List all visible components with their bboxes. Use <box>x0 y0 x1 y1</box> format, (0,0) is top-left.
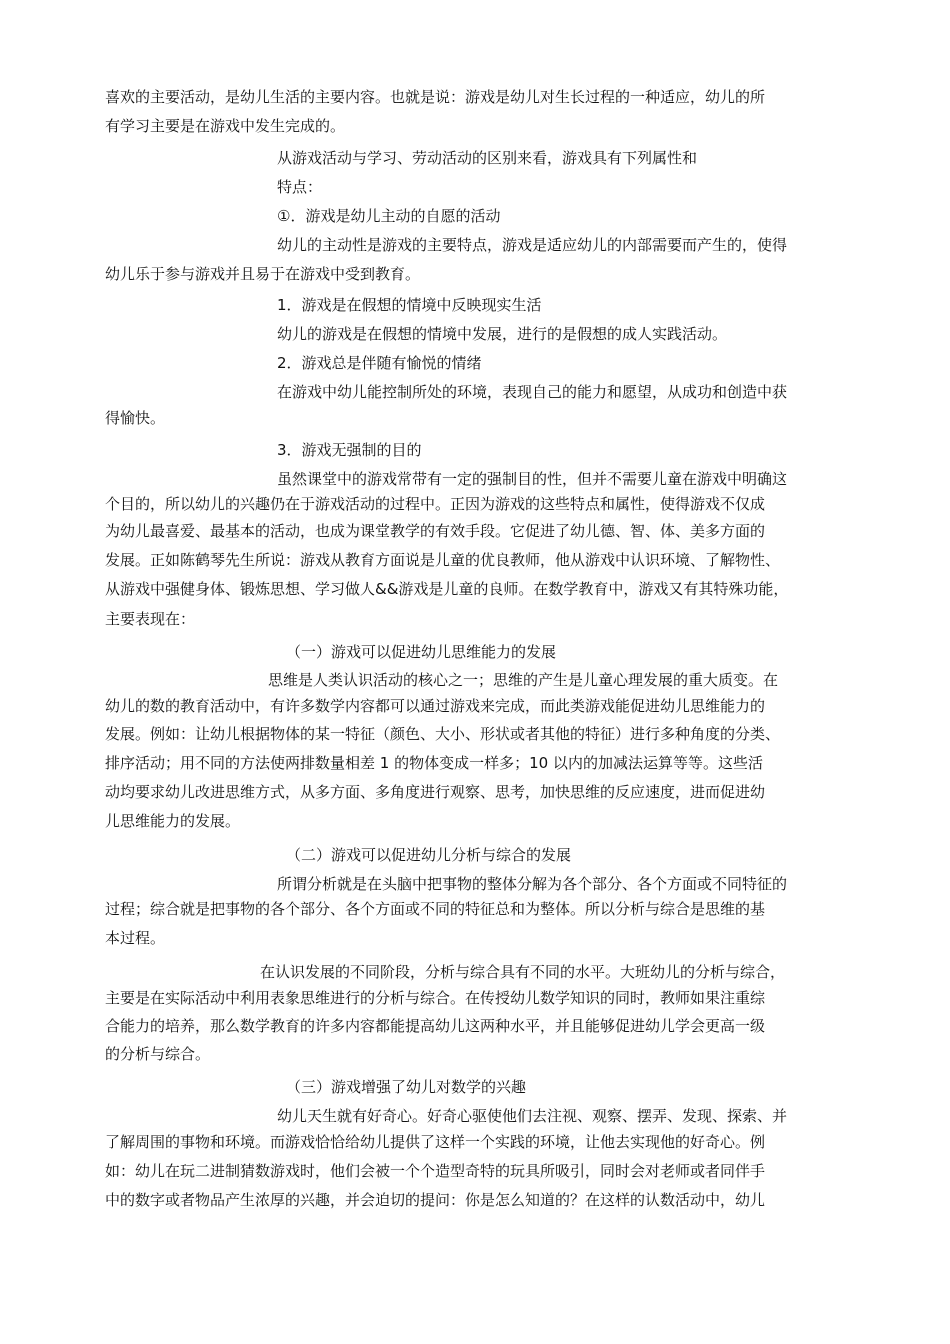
section-heading: （二）游戏可以促进幼儿分析与综合的发展 <box>286 846 572 864</box>
paragraph-line: 了解周围的事物和环境。而游戏恰恰给幼儿提供了这样一个实践的环境，让他去实现他的好奇心。例 <box>105 1133 766 1151</box>
paragraph-line: 特点： <box>277 178 323 196</box>
paragraph-line: 在认识发展的不同阶段，分析与综合具有不同的水平。大班幼儿的分析与综合， <box>260 963 786 981</box>
paragraph-line: 本过程。 <box>105 929 166 947</box>
paragraph-line: 所谓分析就是在头脑中把事物的整体分解为各个部分、各个方面或不同特征的 <box>277 875 788 893</box>
section-heading: （一）游戏可以促进幼儿思维能力的发展 <box>286 643 557 661</box>
paragraph-line: 主要是在实际活动中利用表象思维进行的分析与综合。在传授幼儿数学知识的同时，教师如果注重综 <box>105 989 766 1007</box>
paragraph-line: 个目的，所以幼儿的兴趣仍在于游戏活动的过程中。正因为游戏的这些特点和属性，使得游戏不仅成 <box>105 495 766 513</box>
paragraph-line: 发展。正如陈鹤琴先生所说：游戏从教育方面说是儿童的优良教师，他从游戏中认识环境、了解物性、 <box>105 551 781 569</box>
paragraph-line: 如：幼儿在玩二进制猜数游戏时，他们会被一个个造型奇特的玩具所吸引，同时会对老师或者同伴手 <box>105 1162 766 1180</box>
list-heading: 3．游戏无强制的目的 <box>277 441 422 459</box>
paragraph-line: 有学习主要是在游戏中发生完成的。 <box>105 117 346 135</box>
paragraph-line: 过程；综合就是把事物的各个部分、各个方面或不同的特征总和为整体。所以分析与综合是思维的基 <box>105 900 766 918</box>
paragraph-line: 幼儿天生就有好奇心。好奇心驱使他们去注视、观察、摆弄、发现、探索、并 <box>277 1107 788 1125</box>
paragraph-line: 得愉快。 <box>105 409 166 427</box>
paragraph-line: 幼儿的数的教育活动中，有许多数学内容都可以通过游戏来完成，而此类游戏能促进幼儿思维能力的 <box>105 697 766 715</box>
list-heading: ①．游戏是幼儿主动的自愿的活动 <box>277 207 501 225</box>
section-heading: （三）游戏增强了幼儿对数学的兴趣 <box>286 1078 527 1096</box>
paragraph-line: 虽然课堂中的游戏常带有一定的强制目的性，但并不需要儿童在游戏中明确这 <box>277 470 788 488</box>
list-heading: 1．游戏是在假想的情境中反映现实生活 <box>277 296 542 314</box>
paragraph-line: 幼儿的主动性是游戏的主要特点，游戏是适应幼儿的内部需要而产生的，使得 <box>277 236 788 254</box>
paragraph-line: 从游戏活动与学习、劳动活动的区别来看，游戏具有下列属性和 <box>277 149 698 167</box>
paragraph-line: 动均要求幼儿改进思维方式，从多方面、多角度进行观察、思考，加快思维的反应速度，进而促进幼 <box>105 783 766 801</box>
paragraph-line: 从游戏中强健身体、锻炼思想、学习做人&&游戏是儿童的良师。在数学教育中，游戏又有其特殊功能， <box>105 580 789 598</box>
paragraph-line: 幼儿的游戏是在假想的情境中发展，进行的是假想的成人实践活动。 <box>277 325 728 343</box>
paragraph-line: 主要表现在： <box>105 610 196 628</box>
paragraph-line: 中的数字或者物品产生浓厚的兴趣，并会迫切的提问：你是怎么知道的？在这样的认数活动中，幼儿 <box>105 1191 766 1209</box>
paragraph-line: 排序活动；用不同的方法使两排数量相差 1 的物体变成一样多；10 以内的加减法运算等等。这些活 <box>105 754 763 772</box>
paragraph-line: 在游戏中幼儿能控制所处的环境，表现自己的能力和愿望，从成功和创造中获 <box>277 383 788 401</box>
paragraph-line: 发展。例如：让幼儿根据物体的某一特征（颜色、大小、形状或者其他的特征）进行多种角度的分类、 <box>105 725 781 743</box>
paragraph-line: 的分析与综合。 <box>105 1045 211 1063</box>
paragraph-line: 幼儿乐于参与游戏并且易于在游戏中受到教育。 <box>105 265 421 283</box>
paragraph-line: 合能力的培养，那么数学教育的许多内容都能提高幼儿这两种水平，并且能够促进幼儿学会更高一级 <box>105 1017 766 1035</box>
paragraph-line: 喜欢的主要活动，是幼儿生活的主要内容。也就是说：游戏是幼儿对生长过程的一种适应，幼儿的所 <box>105 88 766 106</box>
paragraph-line: 儿思维能力的发展。 <box>105 812 241 830</box>
paragraph-line: 思维是人类认识活动的核心之一；思维的产生是儿童心理发展的重大质变。在 <box>268 671 779 689</box>
paragraph-line: 为幼儿最喜爱、最基本的活动，也成为课堂教学的有效手段。它促进了幼儿德、智、体、美多方面的 <box>105 522 766 540</box>
list-heading: 2．游戏总是伴随有愉悦的情绪 <box>277 354 482 372</box>
